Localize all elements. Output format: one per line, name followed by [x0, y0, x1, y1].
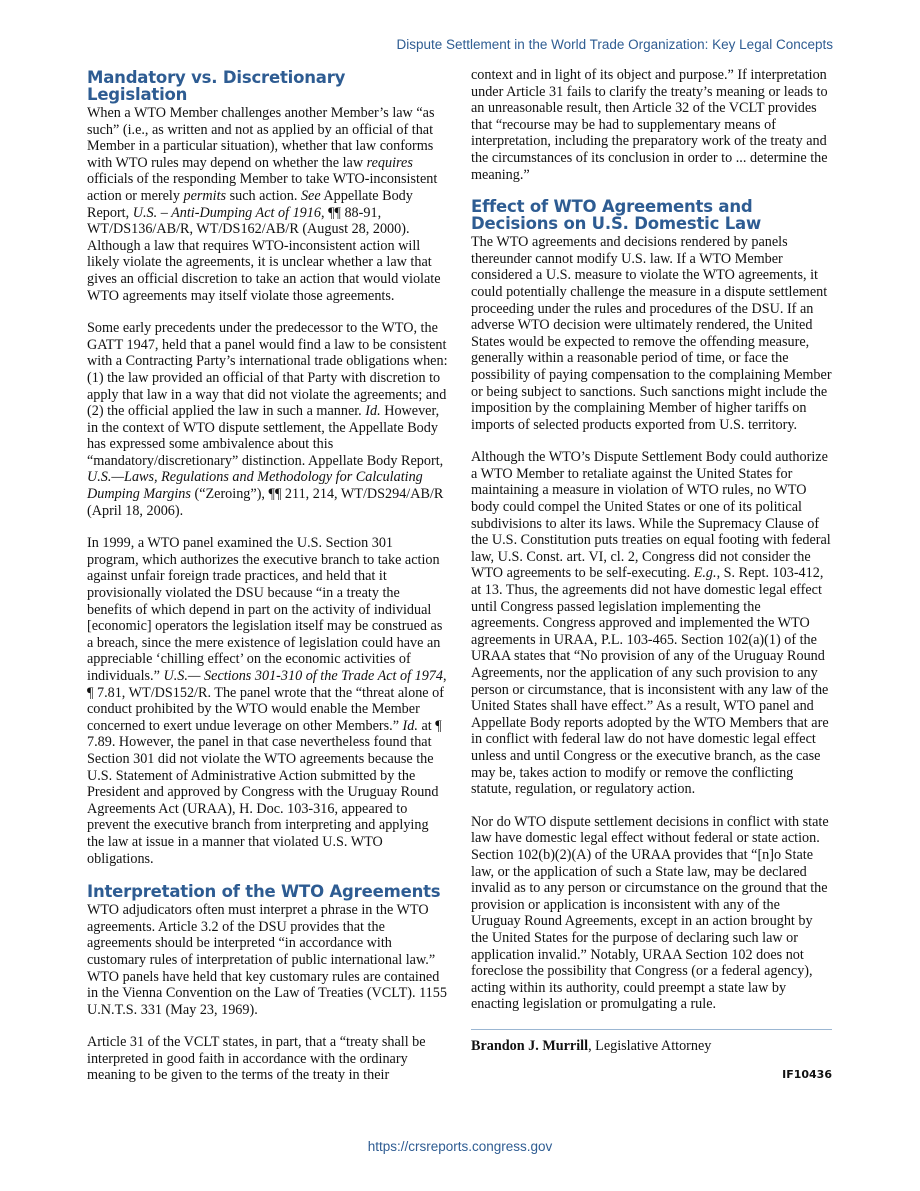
left-column [87, 67, 448, 1100]
running-header: Dispute Settlement in the World Trade Organization: Key Legal Concepts [396, 37, 833, 52]
paragraph: Nor do WTO dispute settlement decisions in conflict with state law have domestic legal effect without federal or state action. Section 102(b)(2)(A) of the URAA provides that “[n]o State law, or the application of such a State law, may be declared invalid as to any person or circumstance on the ground that the provision or application is inconsistent with any of the Uruguay Round Agreements, except in an action brought by the United States for the purpose of declaring such law or application invalid.” Notably, URAA Section 102 does not foreclose the possibility that Congress (or a federal agency), acting within its authority, could preempt a state law by enacting legislation or promulgating a rule. [471, 813, 829, 1013]
right-column [471, 67, 832, 1081]
author-role: , Legislative Attorney [588, 1037, 712, 1054]
section-heading-interpretation: Interpretation of the WTO Agreements [87, 882, 441, 902]
section-heading-mandatory: Mandatory vs. Discretionary Legislation [87, 68, 346, 104]
author-name: Brandon J. Murrill [471, 1037, 589, 1054]
author-block [471, 1029, 832, 1082]
paragraph: When a WTO Member challenges another Member’s law “as such” (i.e., as written and not as applied by an official of that Member in a particular situation), whether that law conforms with WTO rules may depend on whether the law requires officials of the responding Member to take WTO-inconsistent action or merely permits such action. See Appellate Body Report, U.S. – Anti-Dumping Act of 1916, ¶¶ 88-91, WT/DS136/AB/R, WT/DS162/AB/R (August 28, 2000). Although a law that requires WTO-inconsistent action will likely violate the agreements, it is unclear whether a law that gives an official discretion to take an action that would violate WTO agreements may itself violate those agreements. [87, 105, 441, 304]
paragraph: The WTO agreements and decisions rendered by panels thereunder cannot modify U.S. law. If a WTO Member considered a U.S. measure to violate the WTO agreements, it could potentially challenge the measure in a dispute settlement proceeding under the rules and procedures of the DSU. If an adverse WTO decision were ultimately rendered, the United States would be expected to remove the offending measure, generally within a reasonable period of time, or face the possibility of paying compensation to the complaining Member or being subject to sanctions. Such sanctions might include the imposition by the complaining Member of higher tariffs on imports of selected products exported from U.S. territory. [471, 234, 832, 433]
paragraph: Although the WTO’s Dispute Settlement Body could authorize a WTO Member to retaliate against the United States for maintaining a measure in violation of WTO rules, no WTO body could compel the United States or one of its political subdivisions to alter its laws. While the Supremacy Clause of the U.S. Constitution puts treaties on equal footing with federal law, U.S. Const. art. VI, cl. 2, Congress did not consider the WTO agreements to be self-executing. E.g., S. Rept. 103-412, at 13. Thus, the agreements did not have domestic legal effect until Congress passed legislation implementing the agreements. Congress approved and implemented the WTO agreements in URAA, P.L. 103-465. Section 102(a)(1) of the URAA states that “No provision of any of the Uruguay Round Agreements, nor the application of any such provision to any person or circumstance, that is inconsistent with any law of the United States shall have effect.” As a result, WTO panel and Appellate Body reports adopted by the WTO Members that are in conflict with federal law do not have domestic legal effect unless and until Congress or the executive branch, as the case may be, takes action to modify or remove the conflicting statute, regulation, or regulatory action. [471, 449, 831, 798]
paragraph: WTO adjudicators often must interpret a phrase in the WTO agreements. Article 3.2 of the DSU provides that the agreements should be interpreted “in accordance with customary rules of interpretation of public international law.” WTO panels have held that key customary rules are contained in the Vienna Convention on the Law of Treaties (VCLT). 1155 U.N.T.S. 331 (May 23, 1969). [87, 902, 447, 1018]
paragraph: In 1999, a WTO panel examined the U.S. Section 301 program, which authorizes the executive branch to take action against unfair foreign trade practices, and held that it provisionally violated the DSU because “in a treaty the benefits of which depend in part on the activity of individual [economic] operators the legislation itself may be construed as a breach, since the mere existence of legislation could have an appreciable ‘chilling effect’ on the economic activities of individuals.” U.S.— Sections 301-310 of the Trade Act of 1974, ¶ 7.81, WT/DS152/R. The panel wrote that the “threat alone of conduct prohibited by the WTO would enable the Member concerned to exert undue leverage on other Members.” Id. at ¶ 7.89. However, the panel in that case nevertheless found that Section 301 did not violate the WTO agreements because the U.S. Statement of Administrative Action submitted by the President and approved by Congress with the Uruguay Round Agreements Act (URAA), H. Doc. 103-316, appeared to prevent the executive branch from interpreting and applying the law at issue in a manner that violated U.S. WTO obligations. [87, 535, 447, 867]
paragraph: context and in light of its object and purpose.” If interpretation under Article 31 fails to clarify the treaty’s meaning or leads to an unreasonable result, then Article 32 of the VCLT provides that “recourse may be had to supplementary means of interpretation, including the preparatory work of the treaty and the circumstances of its conclusion in order to ... determine the meaning.” [471, 67, 828, 183]
section-heading-effect: Effect of WTO Agreements and Decisions on U.S. Domestic Law [471, 197, 762, 234]
report-code: IF10436 [782, 1068, 832, 1082]
footer-link[interactable]: https://crsreports.congress.gov [367, 1139, 553, 1154]
paragraph: Some early precedents under the predecessor to the WTO, the GATT 1947, held that a panel would find a law to be consistent with a Contracting Party’s international trade obligations when: (1) the law provided an official of that Party with discretion to apply that law in a way that did not violate the agreements; and (2) the official applied the law in such a manner. Id. However, in the context of WTO dispute settlement, the Appellate Body has expressed some ambivalence about this “mandatory/discretionary” distinction. Appellate Body Report, U.S.—Laws, Regulations and Methodology for Calculating Dumping Margins (“Zeroing”), ¶¶ 211, 214, WT/DS294/AB/R (April 18, 2006). [87, 320, 448, 519]
paragraph: Article 31 of the VCLT states, in part, that a “treaty shall be interpreted in good faith in accordance with the ordinary meaning to be given to the terms of the treaty in their [87, 1034, 426, 1084]
author-credit [471, 1038, 832, 1055]
